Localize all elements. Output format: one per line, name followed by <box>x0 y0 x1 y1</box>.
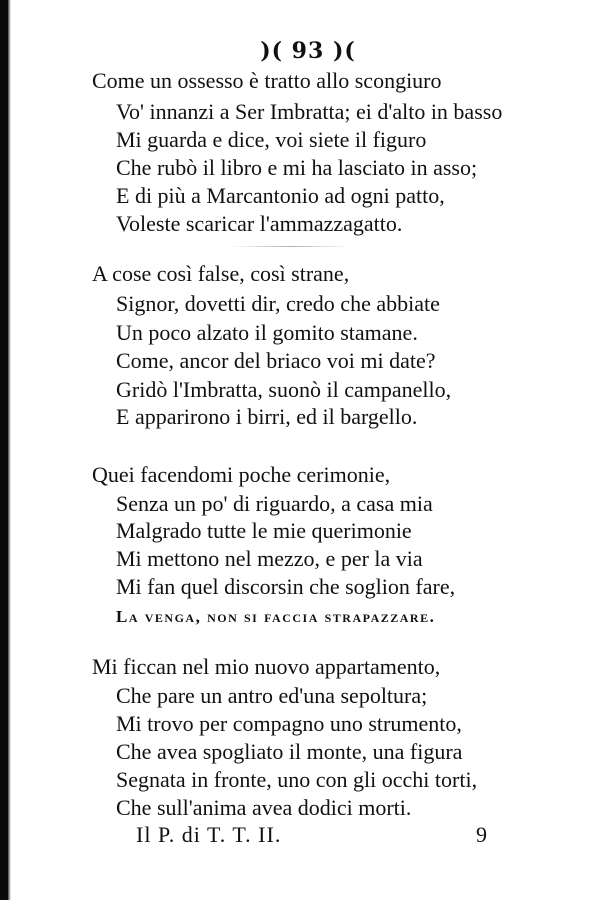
verse-line: Malgrado tutte le mie querimonie <box>116 518 412 543</box>
verse-line: Mi fan quel discorsin che soglion fare, <box>116 574 456 599</box>
stanza-divider <box>230 246 350 247</box>
verse-line: E apparirono i birri, ed il bargello. <box>116 404 418 429</box>
verse-line: Segnata in fronte, uno con gli occhi torti, <box>116 767 478 792</box>
verse-line: Mi mettono nel mezzo, e per la via <box>116 546 423 571</box>
verse-line-smallcaps: La venga, non si faccia strapazzare. <box>116 607 436 626</box>
verse-line: Signor, dovetti dir, credo che abbiate <box>116 291 440 316</box>
verse-line: Che sull'anima avea dodici morti. <box>116 795 412 820</box>
verse-line: A cose così false, così strane, <box>92 261 350 286</box>
verse-line: Come, ancor del briaco voi mi date? <box>116 348 436 373</box>
book-gutter-shadow <box>8 0 11 900</box>
verse-line: Voleste scaricar l'ammazzagatto. <box>116 211 403 236</box>
verse-line: Quei facendomi poche cerimonie, <box>92 462 391 487</box>
verse-line: Mi trovo per compagno uno strumento, <box>116 711 462 736</box>
verse-line: Gridò l'Imbratta, suonò il campanello, <box>116 377 452 402</box>
verse-line: E di più a Marcantonio ad ogni patto, <box>116 183 445 208</box>
verse-line: Che avea spogliato il monte, una figura <box>116 739 463 764</box>
verse-line: Senza un po' di riguardo, a casa mia <box>116 491 433 516</box>
signature-mark: 9 <box>476 822 487 847</box>
printer-signature: Il P. di T. T. II. <box>136 822 282 847</box>
verse-line: Un poco alzato il gomito stamane. <box>116 320 418 345</box>
book-spine-edge <box>0 0 8 900</box>
verse-line: Vo' innanzi a Ser Imbratta; ei d'alto in basso <box>116 99 503 124</box>
verse-line: Come un ossesso è tratto allo scongiuro <box>92 68 442 93</box>
verse-line: Che rubò il libro e mi ha lasciato in asso; <box>116 155 478 180</box>
verse-line: Che pare un antro ed'una sepoltura; <box>116 683 428 708</box>
page-number-header: )( 93 )( <box>260 38 356 64</box>
verse-line: Mi guarda e dice, voi siete il figuro <box>116 127 427 152</box>
verse-line: Mi ficcan nel mio nuovo appartamento, <box>92 654 441 679</box>
